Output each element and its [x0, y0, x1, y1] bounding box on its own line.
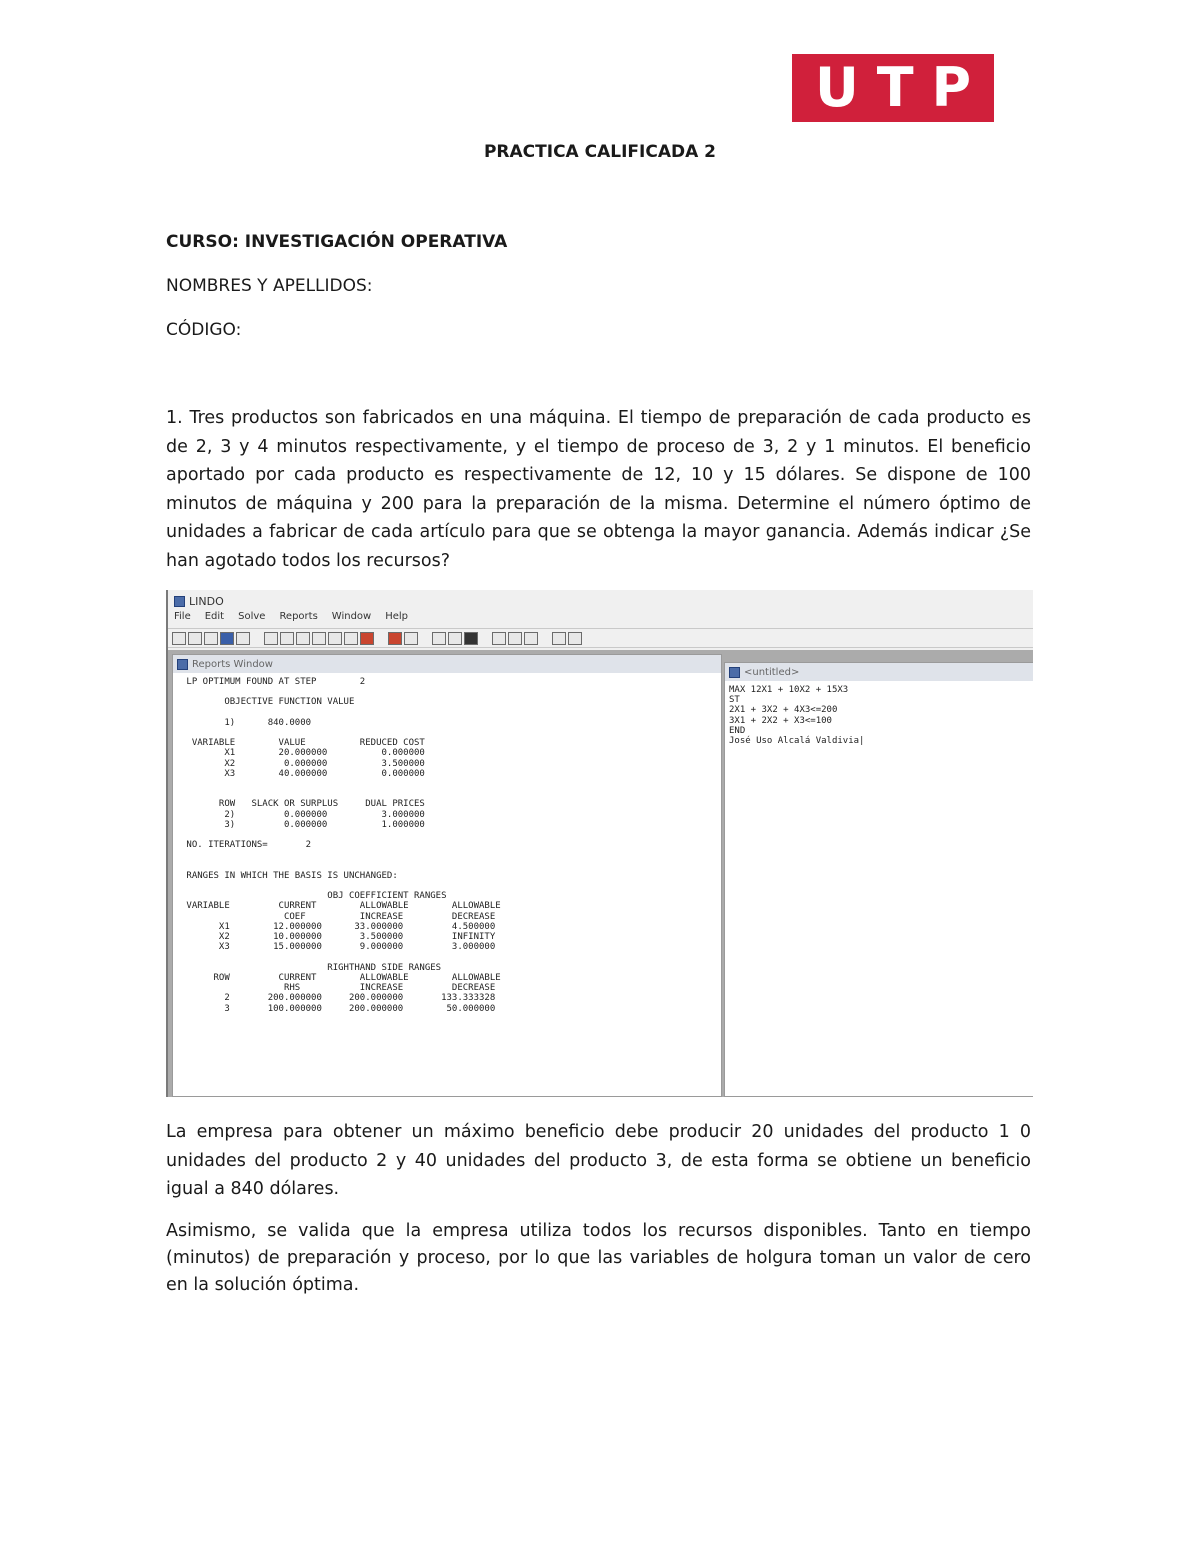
find-icon[interactable] — [312, 632, 326, 645]
logo-letter-p: P — [931, 56, 972, 119]
debug-icon[interactable] — [404, 632, 418, 645]
context-help-icon[interactable] — [568, 632, 582, 645]
question-paragraph: 1. Tres productos son fabricados en una máquina. El tiempo de preparación de cada producto es de 2, 3 y 4 minutos respectivamente, y el tiempo de proceso de 3, 2 y 1 minutos. El beneficio aportado por cada producto es respectivamente de 12, 10 y 15 dólares. Se dispone de 100 minutos de máquina y 200 para la preparación de la misma. Determine el número óptimo de unidades a fabricar de cada artículo para que se obtenga la mayor ganancia. Además indicar ¿Se han agotado todos los recursos? — [166, 408, 1031, 571]
code-field: CÓDIGO: — [166, 320, 242, 340]
report-output: LP OPTIMUM FOUND AT STEP 2 OBJECTIVE FUNCTION VALUE 1) 840.0000 VARIABLE VALUE REDUCED COST X1 20.000000 0.000000 X2 0.000000 3.500000 X3 40.000000 0.000000 ROW SLACK OR SURPLUS DUAL PRICES 2) 0.000000 3.000000 3) 0.000000 1.000000 NO. ITERATIONS= 2 RANGES IN WHICH THE BASIS IS UNCHANGED: OBJ COEFFICIENT RANGES VARIABLE CURRENT ALLOWABLE ALLOWABLE COEF INCREASE DECREASE X1 12.000000 33.000000 4.500000 X2 10.000000 3.500000 INFINITY X3 15.000000 9.000000 3.000000 RIGHTHAND SIDE RANGES ROW CURRENT ALLOWABLE ALLOWABLE RHS INCREASE DECREASE 2 200.000000 200.000000 133.333328 3 100.000000 200.000000 50.000000 — [186, 677, 501, 1014]
options-icon[interactable] — [492, 632, 506, 645]
menu-edit[interactable]: Edit — [204, 611, 225, 622]
utp-logo — [792, 54, 994, 122]
report-window — [172, 654, 722, 1097]
menu-reports[interactable]: Reports — [279, 611, 318, 622]
copy-icon[interactable] — [280, 632, 294, 645]
model-window-title: <untitled> — [744, 666, 800, 678]
goto-icon[interactable] — [328, 632, 342, 645]
app-titlebar — [174, 592, 224, 610]
logo-letter-u: U — [814, 56, 859, 119]
picture-icon[interactable] — [448, 632, 462, 645]
document-title: PRACTICA CALIFICADA 2 — [483, 142, 717, 162]
pivot-icon[interactable] — [344, 632, 358, 645]
model-window — [724, 662, 1033, 1097]
lindo-screenshot — [166, 590, 1033, 1097]
windows-icon[interactable] — [508, 632, 522, 645]
model-editor[interactable]: MAX 12X1 + 10X2 + 15X3 ST 2X1 + 3X2 + 4X3<=200 3X1 + 2X2 + X3<=100 END José Uso Alcalá Valdivia| — [729, 685, 865, 747]
logo-letter-t: T — [876, 56, 914, 119]
menu-window[interactable]: Window — [331, 611, 372, 622]
menu-solve[interactable]: Solve — [238, 611, 266, 622]
course-field: CURSO: INVESTIGACIÓN OPERATIVA — [166, 232, 508, 252]
menu-help[interactable]: Help — [385, 611, 409, 622]
send-to-back-icon[interactable] — [524, 632, 538, 645]
save-icon[interactable] — [220, 632, 234, 645]
report-window-icon — [177, 659, 188, 670]
app-title: LINDO — [189, 594, 224, 608]
menu-file[interactable]: File — [174, 611, 191, 622]
report-window-titlebar — [173, 655, 721, 673]
cut-icon[interactable] — [264, 632, 278, 645]
tableau-icon[interactable] — [464, 632, 478, 645]
report-icon[interactable] — [432, 632, 446, 645]
paste-icon[interactable] — [296, 632, 310, 645]
model-window-icon — [729, 667, 740, 678]
menu-bar — [174, 611, 408, 627]
print-icon[interactable] — [236, 632, 250, 645]
answer-paragraph-1: La empresa para obtener un máximo beneficio debe producir 20 unidades del producto 1 0 unidades del producto 2 y 40 unidades del producto 3, de esta forma se obtiene un beneficio igual a 840 dólares. — [166, 1122, 1031, 1199]
names-field: NOMBRES Y APELLIDOS: — [166, 276, 373, 296]
solve-icon[interactable] — [360, 632, 374, 645]
open-file-icon[interactable] — [188, 632, 202, 645]
answer-paragraph-2: Asimismo, se valida que la empresa utiliza todos los recursos disponibles. Tanto en tiempo (minutos) de preparación y proceso, por lo que las variables de holgura toman un valor de cero en la solución óptima. — [166, 1221, 1031, 1295]
lindo-app-icon — [174, 596, 185, 607]
help-icon[interactable] — [552, 632, 566, 645]
compile-icon[interactable] — [388, 632, 402, 645]
report-window-title: Reports Window — [192, 658, 273, 670]
model-window-titlebar — [725, 663, 1033, 681]
view-icon[interactable] — [204, 632, 218, 645]
new-file-icon[interactable] — [172, 632, 186, 645]
toolbar — [168, 628, 1033, 648]
